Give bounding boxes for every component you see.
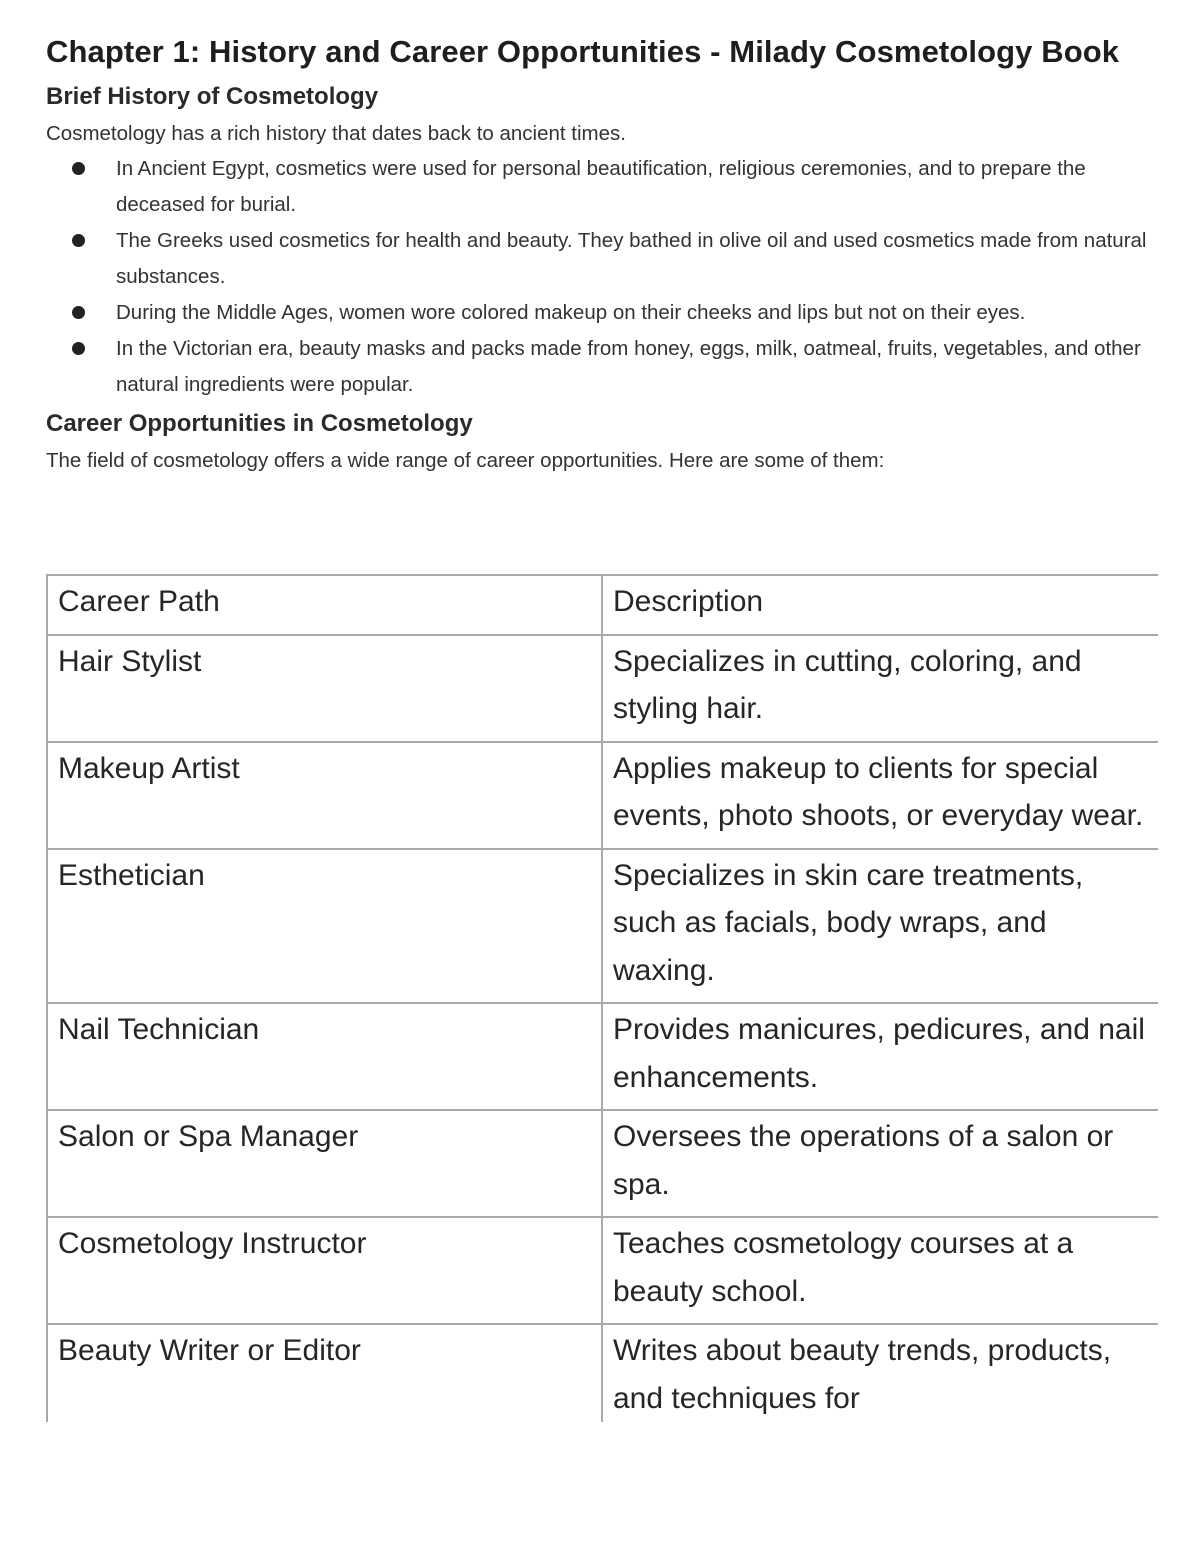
table-row bbox=[47, 742, 1158, 849]
table-cell-career: Hair Stylist bbox=[47, 635, 602, 742]
table-cell-description: Provides manicures, pedicures, and nail enhancements. bbox=[602, 1003, 1158, 1110]
table-cell-description: Oversees the operations of a salon or spa. bbox=[602, 1110, 1158, 1217]
list-item bbox=[46, 223, 1158, 295]
table-cell-career: Cosmetology Instructor bbox=[47, 1217, 602, 1324]
bullet-text: The Greeks used cosmetics for health and beauty. They bathed in olive oil and used cosmetics made from natural substances. bbox=[116, 229, 1147, 288]
table-header-cell: Description bbox=[602, 575, 1158, 635]
table-cell-description: Writes about beauty trends, products, and techniques for bbox=[602, 1324, 1158, 1422]
bullet-text: In Ancient Egypt, cosmetics were used for personal beautification, religious ceremonies, and to prepare the deceased for burial. bbox=[116, 157, 1086, 216]
bullet-dot-icon bbox=[72, 234, 85, 247]
bullet-dot-icon bbox=[72, 342, 85, 355]
document-page bbox=[46, 30, 1158, 1415]
career-table bbox=[46, 574, 1158, 1422]
page-title: Chapter 1: History and Career Opportunities - Milady Cosmetology Book bbox=[46, 34, 1120, 69]
table-cell-description: Specializes in skin care treatments, such as facials, body wraps, and waxing. bbox=[602, 849, 1158, 1004]
career-table-container bbox=[46, 574, 1158, 1457]
table-row bbox=[47, 1003, 1158, 1110]
table-cell-description: Specializes in cutting, coloring, and styling hair. bbox=[602, 635, 1158, 742]
bullet-dot-icon bbox=[72, 162, 85, 175]
list-item bbox=[46, 295, 1158, 331]
table-cell-career: Esthetician bbox=[47, 849, 602, 1004]
table-cell-career: Nail Technician bbox=[47, 1003, 602, 1110]
table-row bbox=[47, 1217, 1158, 1324]
list-item bbox=[46, 151, 1158, 223]
bullet-text: During the Middle Ages, women wore colored makeup on their cheeks and lips but not on their eyes. bbox=[116, 301, 1026, 324]
section-heading-careers: Career Opportunities in Cosmetology bbox=[46, 410, 473, 437]
table-row bbox=[47, 1110, 1158, 1217]
history-intro: Cosmetology has a rich history that dates back to ancient times. bbox=[46, 122, 626, 145]
bullet-dot-icon bbox=[72, 306, 85, 319]
section-heading-history: Brief History of Cosmetology bbox=[46, 83, 379, 110]
history-bullet-list bbox=[46, 151, 1158, 403]
table-header-cell: Career Path bbox=[47, 575, 602, 635]
table-cell-career: Salon or Spa Manager bbox=[47, 1110, 602, 1217]
table-header-row bbox=[47, 575, 1158, 635]
table-cell-description: Teaches cosmetology courses at a beauty school. bbox=[602, 1217, 1158, 1324]
table-cell-description: Applies makeup to clients for special events, photo shoots, or everyday wear. bbox=[602, 742, 1158, 849]
table-row bbox=[47, 849, 1158, 1004]
table-row bbox=[47, 635, 1158, 742]
table-row bbox=[47, 1324, 1158, 1422]
table-cell-career: Makeup Artist bbox=[47, 742, 602, 849]
bullet-text: In the Victorian era, beauty masks and packs made from honey, eggs, milk, oatmeal, fruits, vegetables, and other natural ingredients were popular. bbox=[116, 337, 1141, 396]
table-cell-career: Beauty Writer or Editor bbox=[47, 1324, 602, 1422]
careers-intro: The field of cosmetology offers a wide range of career opportunities. Here are some of them: bbox=[46, 449, 885, 472]
list-item bbox=[46, 331, 1158, 403]
